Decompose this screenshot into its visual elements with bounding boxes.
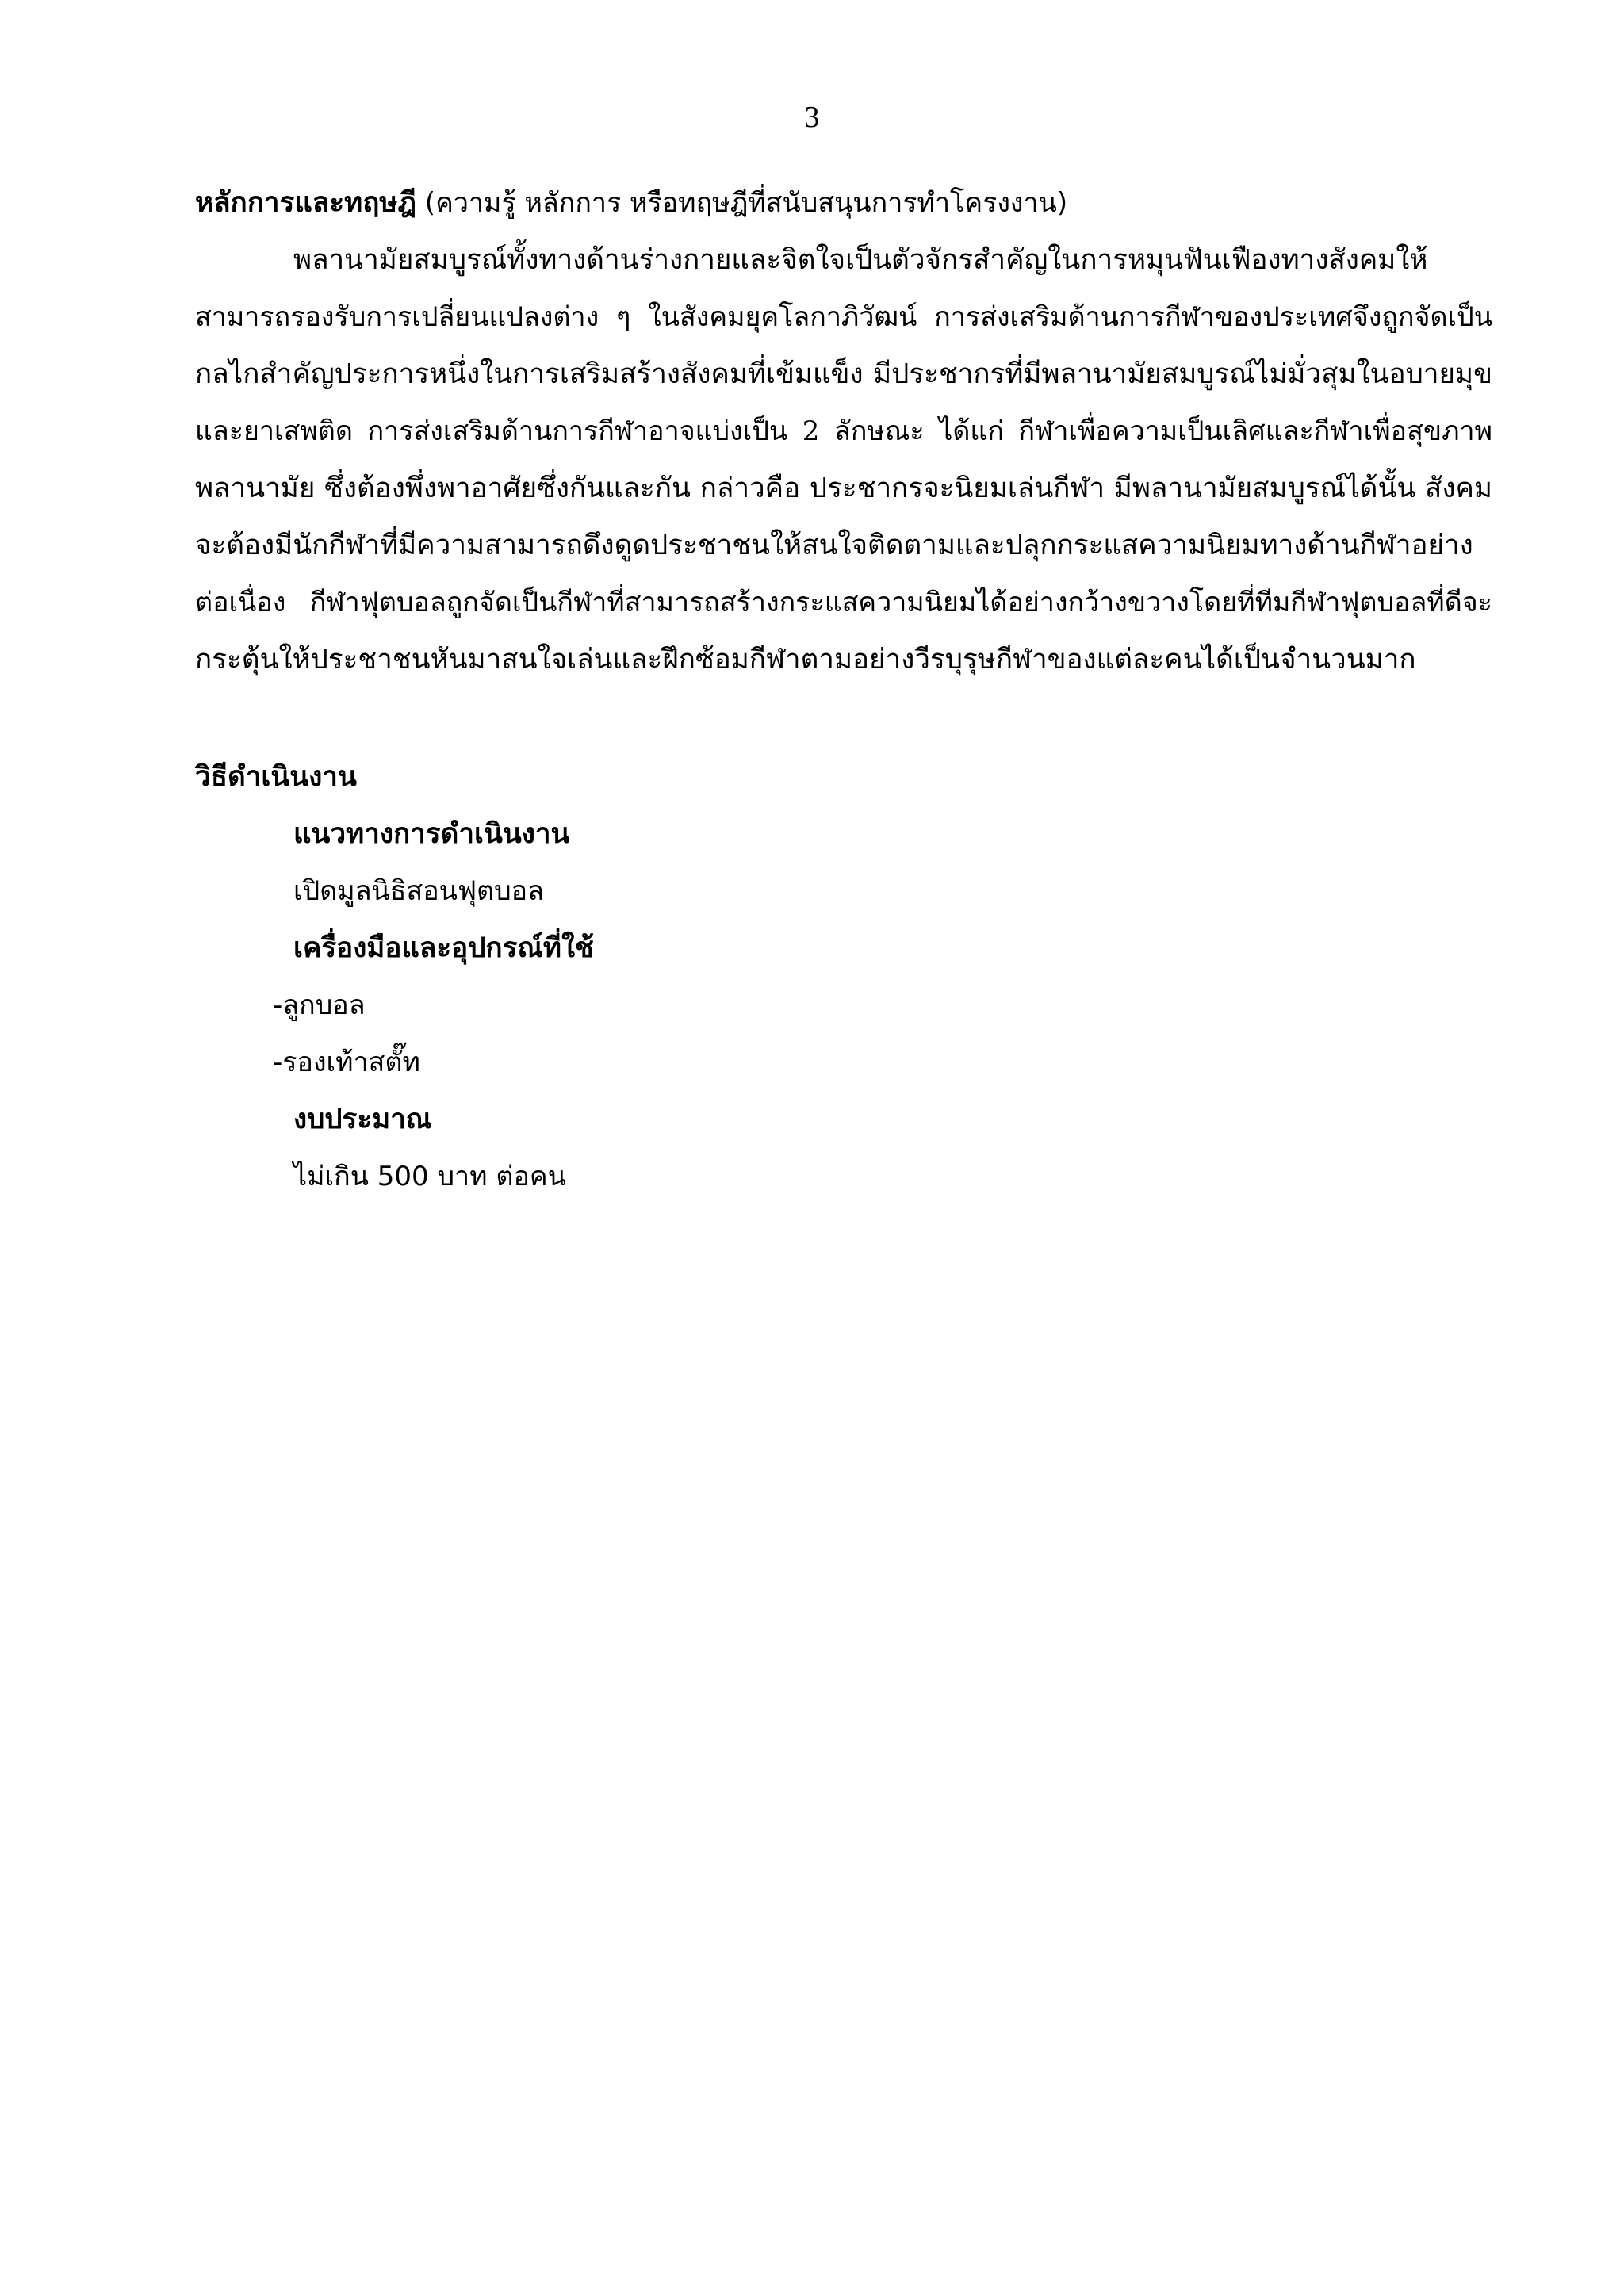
principles-heading-line	[195, 179, 1067, 227]
budget-text: ไม่เกิน 500 บาท ต่อคน	[293, 1161, 566, 1192]
method-heading: วิธีดำเนินงาน	[195, 760, 357, 793]
tool-item: -รองเท้าสตั๊ท	[273, 1047, 420, 1078]
paragraph-line: จะต้องมีนักกีฬาที่มีความสามารถดึงดูดประชาชนให้สนใจติดตามและปลุกกระแสความนิยมทางด้านกีฬาอย่าง	[195, 530, 1473, 561]
budget-heading: งบประมาณ	[293, 1103, 432, 1135]
tool-item: -ลูกบอล	[273, 989, 366, 1021]
paragraph-line: ต่อเนื่อง กีฬาฟุตบอลถูกจัดเป็นกีฬาที่สามารถสร้างกระแสความนิยมได้อย่างกว้างขวางโดยที่ทีมกีฬาฟุตบอลที่ดีจะ	[195, 587, 1492, 618]
approach-text: เปิดมูลนิธิสอนฟุตบอล	[293, 875, 544, 907]
paragraph-line: พลานามัยสมบูรณ์ทั้งทางด้านร่างกายและจิตใจเป็นตัวจักรสำคัญในการหมุนฟันเฟืองทางสังคมให้	[293, 244, 1428, 276]
paragraph-line: กระตุ้นให้ประชาชนหันมาสนใจเล่นและฝึกซ้อมกีฬาตามอย่างวีรบุรุษกีฬาของแต่ละคนได้เป็นจำนวนมาก	[195, 644, 1416, 675]
paragraph-line: และยาเสพติด การส่งเสริมด้านการกีฬาอาจแบ่งเป็น 2 ลักษณะ ได้แก่ กีฬาเพื่อความเป็นเลิศและกีฬาเพื่อสุขภาพ	[195, 415, 1492, 447]
principles-heading-note: (ความรู้ หลักการ หรือทฤษฎีที่สนับสนุนการทำโครงงาน)	[416, 187, 1068, 219]
paragraph-line: พลานามัย ซึ่งต้องพึ่งพาอาศัยซึ่งกันและกัน กล่าวคือ ประชากรจะนิยมเล่นกีฬา มีพลานามัยสมบูรณ์ได้นั้น สังคม	[195, 473, 1492, 504]
approach-heading: แนวทางการดำเนินงาน	[293, 817, 570, 850]
page-number: 3	[804, 101, 820, 134]
paragraph-line: สามารถรองรับการเปลี่ยนแปลงต่าง ๆ ในสังคมยุคโลกาภิวัฒน์ การส่งเสริมด้านการกีฬาของประเทศจึงถูกจัดเป็น	[195, 301, 1492, 333]
principles-heading: หลักการและทฤษฎี	[195, 186, 416, 219]
tools-heading: เครื่องมือและอุปกรณ์ที่ใช้	[293, 932, 594, 964]
paragraph-line: กลไกสำคัญประการหนึ่งในการเสริมสร้างสังคมที่เข้มแข็ง มีประชากรที่มีพลานามัยสมบูรณ์ไม่มั่วสุมในอบายมุข	[195, 358, 1492, 390]
